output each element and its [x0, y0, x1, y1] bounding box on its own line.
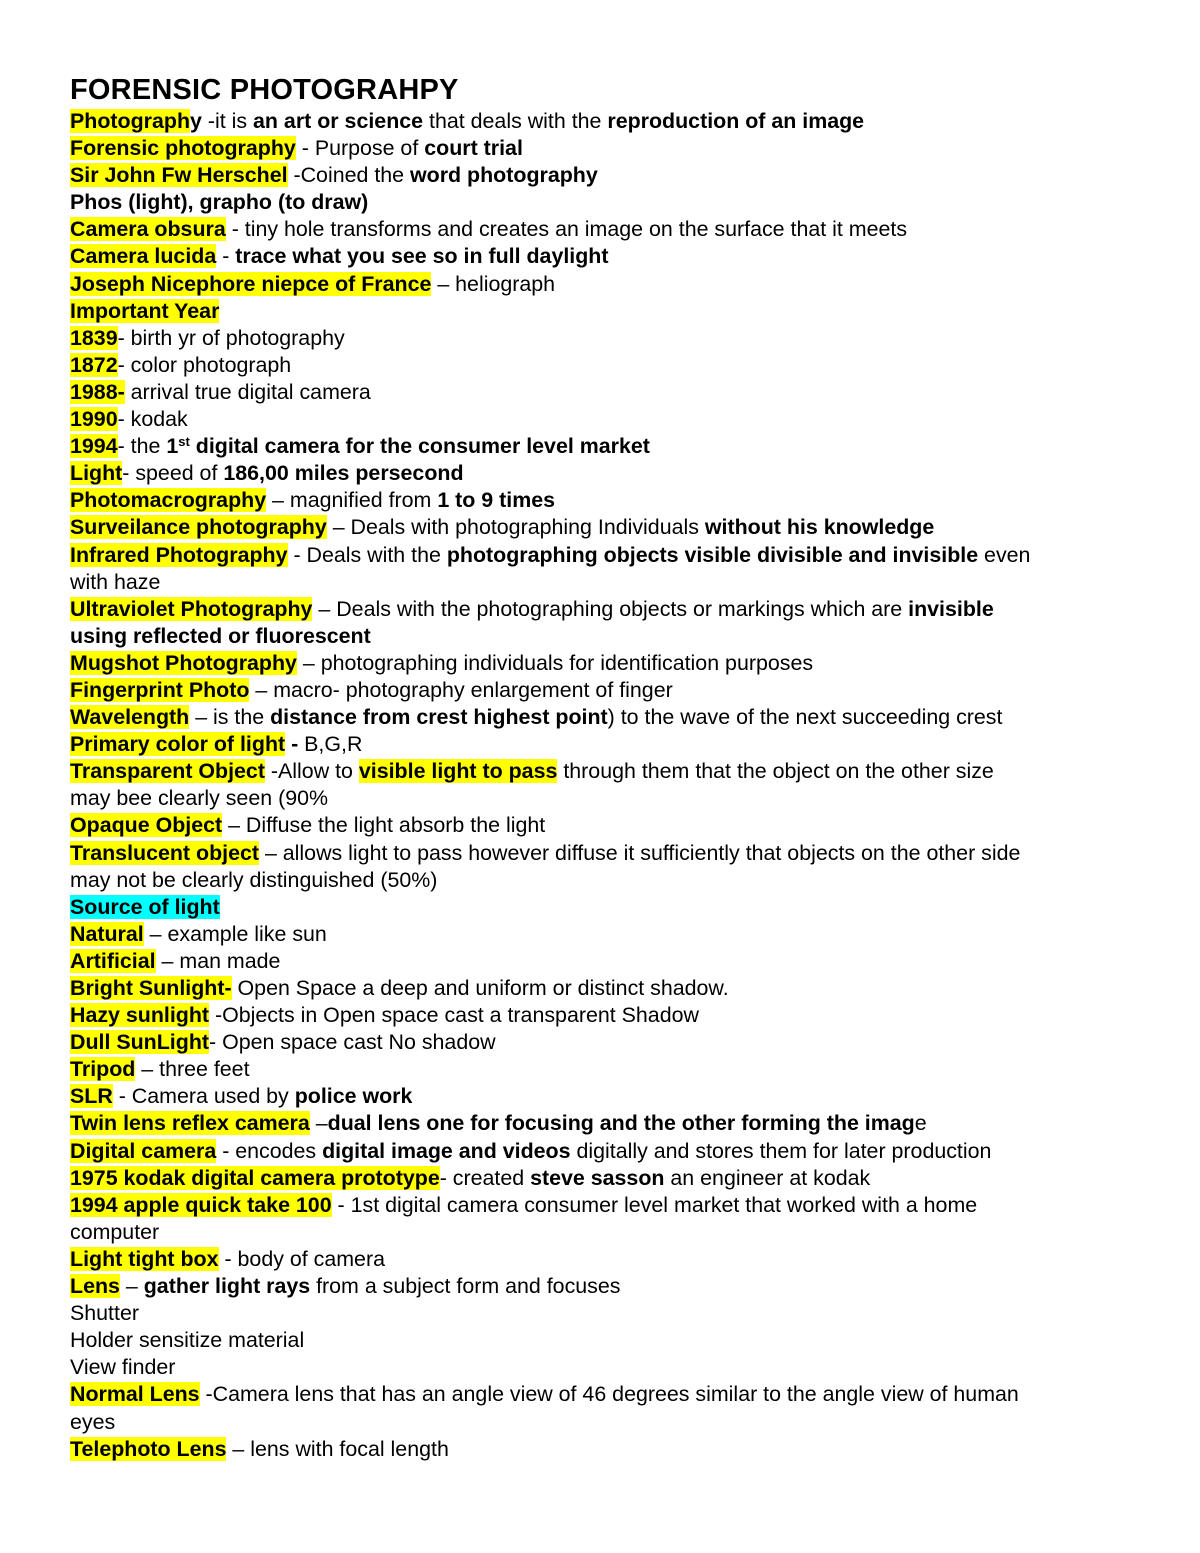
text-run: with haze: [70, 569, 161, 594]
document-line: [70, 487, 1130, 514]
text-run: – magnified from: [266, 488, 438, 513]
text-run: - the: [117, 434, 167, 459]
document-line: [70, 1354, 1130, 1381]
document-line: [70, 623, 1130, 650]
text-run: View finder: [70, 1355, 176, 1380]
highlighted-term: Photomacrography: [70, 488, 267, 513]
document-line: [70, 650, 1130, 677]
document-line: [70, 406, 1130, 433]
text-run: – macro- photography enlargement of finger: [249, 677, 673, 702]
highlighted-term: Mugshot Photography: [70, 650, 297, 675]
text-run: - kodak: [117, 407, 188, 432]
text-run: – allows light to pass however diffuse it sufficiently that objects on the other side: [259, 840, 1021, 865]
bold-text: y: [190, 109, 202, 133]
text-run: - tiny hole transforms and creates an image on the surface that it meets: [225, 217, 908, 242]
text-run: -it is: [201, 109, 254, 133]
document-line: [70, 1273, 1130, 1300]
document-line: [70, 162, 1130, 189]
highlighted-term: Forensic photography: [70, 136, 296, 161]
highlighted-term: 1839: [70, 325, 118, 350]
bold-text: using reflected or fluorescent: [70, 623, 371, 648]
highlighted-term: Natural: [70, 921, 144, 946]
bold-text: reproduction of an image: [607, 109, 865, 133]
text-run: - Purpose of: [295, 136, 425, 161]
highlighted-term: Primary color of light: [70, 732, 286, 757]
highlighted-term: Camera obsura: [70, 217, 226, 242]
text-run: digitally and stores them for later production: [570, 1138, 992, 1163]
document-line: [70, 1381, 1130, 1408]
document-line: [70, 298, 1130, 325]
text-run: – example like sun: [143, 921, 327, 946]
text-run: an engineer at kodak: [664, 1165, 871, 1190]
bold-text: Phos (light), grapho (to draw): [70, 190, 369, 215]
text-run: –: [119, 1274, 144, 1299]
document-line: [70, 189, 1130, 216]
bold-text: court trial: [424, 136, 523, 161]
text-run: e: [914, 1111, 927, 1136]
highlighted-term: Photograph: [70, 109, 191, 133]
text-run: through them that the object on the other size: [557, 759, 994, 784]
highlighted-term: Light: [70, 461, 123, 486]
document-title: FORENSIC PHOTOGRAHPY: [70, 74, 459, 106]
text-run: -Coined the: [287, 163, 411, 188]
bold-text: police work: [294, 1084, 413, 1109]
bold-text: photographing objects visible divisible and invisible: [446, 542, 979, 567]
document-line: [70, 1219, 1130, 1246]
document-line: [70, 1409, 1130, 1436]
bold-text: digital camera for the consumer level market: [189, 434, 650, 459]
document-line: [70, 352, 1130, 379]
document-line: [70, 514, 1130, 541]
document-line: [70, 812, 1130, 839]
document-line: [70, 569, 1130, 596]
text-run: – heliograph: [431, 271, 556, 296]
text-run: – lens with focal length: [226, 1436, 449, 1461]
highlighted-term: 1872: [70, 352, 118, 377]
text-run: from a subject form and focuses: [310, 1274, 621, 1299]
document-line: [70, 1083, 1130, 1110]
text-run: –: [309, 1111, 328, 1136]
text-run: arrival true digital camera: [124, 379, 371, 404]
bold-text: gather light rays: [143, 1274, 311, 1299]
text-run: - birth yr of photography: [117, 325, 345, 350]
highlighted-term: SLR: [70, 1084, 113, 1109]
text-run: – Deals with the photographing objects or markings which are: [312, 596, 909, 621]
highlighted-term: Infrared Photography: [70, 542, 288, 567]
document-line: [70, 704, 1130, 731]
bold-text: word photography: [410, 163, 598, 188]
bold-text: 186,00 miles persecond: [223, 461, 464, 486]
highlighted-term: Source of light: [70, 894, 220, 919]
document-line: [70, 894, 1130, 921]
bold-text: 1 to 9 times: [437, 488, 556, 513]
document-line: [70, 785, 1130, 812]
document-line: [70, 840, 1130, 867]
document-line: [70, 379, 1130, 406]
highlighted-term: Twin lens reflex camera: [70, 1111, 310, 1136]
highlighted-term: Telephoto Lens: [70, 1436, 227, 1461]
highlighted-term: visible light to pass: [358, 759, 558, 784]
document-line: [70, 948, 1130, 975]
text-run: - Open space cast No shadow: [209, 1030, 496, 1055]
text-run: - speed of: [122, 461, 224, 486]
document-line: [70, 243, 1130, 270]
document-line: [70, 867, 1130, 894]
document-body: [70, 108, 1130, 1463]
document-line: [70, 271, 1130, 298]
highlighted-term: Wavelength: [70, 705, 190, 730]
text-run: eyes: [70, 1409, 116, 1434]
document-line: [70, 542, 1130, 569]
text-run: - 1st digital camera consumer level market that worked with a home: [331, 1192, 978, 1217]
bold-text: dual lens one for focusing and the other forming the imag: [327, 1111, 915, 1136]
highlighted-term: Digital camera: [70, 1138, 217, 1163]
highlighted-term: Ultraviolet Photography: [70, 596, 313, 621]
highlighted-term: Light tight box: [70, 1246, 219, 1271]
text-run: – man made: [155, 948, 281, 973]
document-line: [70, 596, 1130, 623]
text-run: B,G,R: [304, 732, 363, 757]
highlighted-term: Important Year: [70, 298, 220, 323]
highlighted-term: Fingerprint Photo: [70, 677, 250, 702]
highlighted-term: Camera lucida: [70, 244, 217, 269]
highlighted-term: Lens: [70, 1274, 120, 1299]
text-run: Open Space a deep and uniform or distinct shadow.: [231, 976, 729, 1000]
document-line: [70, 1002, 1130, 1029]
document-line: [70, 921, 1130, 948]
highlighted-term: Translucent object: [70, 840, 259, 865]
bold-text: without his knowledge: [704, 515, 935, 540]
document-line: [70, 108, 1130, 135]
text-run: -Allow to: [264, 759, 359, 784]
text-run: - encodes: [216, 1138, 323, 1163]
document-line: [70, 1192, 1130, 1219]
highlighted-term: Bright Sunlight-: [70, 976, 232, 1000]
bold-text: st: [178, 434, 190, 450]
document-line: [70, 1300, 1130, 1327]
text-run: - body of camera: [218, 1246, 385, 1271]
text-run: computer: [70, 1219, 160, 1244]
bold-text: an art or science: [253, 109, 424, 133]
text-run: – photographing individuals for identification purposes: [296, 650, 814, 675]
highlighted-term: 1990: [70, 407, 118, 432]
bold-text: -: [285, 732, 305, 757]
highlighted-term: Dull SunLight: [70, 1030, 210, 1055]
text-run: even: [978, 542, 1031, 567]
highlighted-term: 1988-: [70, 379, 125, 404]
document-line: [70, 216, 1130, 243]
highlighted-term: Normal Lens: [70, 1382, 200, 1407]
highlighted-term: 1975 kodak digital camera prototype: [70, 1165, 440, 1190]
document-line: [70, 433, 1130, 460]
bold-text: distance from crest highest point: [270, 705, 608, 730]
text-run: -: [216, 244, 236, 269]
highlighted-term: Tripod: [70, 1057, 136, 1082]
text-run: – Diffuse the light absorb the light: [222, 813, 546, 838]
bold-text: 1: [166, 434, 179, 459]
text-run: - created: [439, 1165, 531, 1190]
document-line: [70, 731, 1130, 758]
document-line: [70, 460, 1130, 487]
document-line: [70, 677, 1130, 704]
text-run: - Camera used by: [112, 1084, 295, 1109]
text-run: Holder sensitize material: [70, 1328, 305, 1353]
text-run: – Deals with photographing Individuals: [326, 515, 705, 540]
highlighted-term: 1994: [70, 434, 118, 459]
text-run: Shutter: [70, 1301, 139, 1326]
highlighted-term: Opaque Object: [70, 813, 223, 838]
text-run: – three feet: [135, 1057, 250, 1082]
document-line: [70, 1029, 1130, 1056]
highlighted-term: 1994 apple quick take 100: [70, 1192, 332, 1217]
document-line: [70, 1138, 1130, 1165]
document-line: [70, 1436, 1130, 1463]
bold-text: invisible: [908, 596, 994, 621]
text-run: ) to the wave of the next succeeding crest: [607, 705, 1003, 730]
highlighted-term: Surveilance photography: [70, 515, 327, 540]
highlighted-term: Sir John Fw Herschel: [70, 163, 288, 188]
highlighted-term: Hazy sunlight: [70, 1003, 210, 1028]
bold-text: trace what you see so in full daylight: [235, 244, 609, 269]
text-run: – is the: [189, 705, 271, 730]
text-run: that deals with the: [423, 109, 608, 133]
text-run: -Camera lens that has an angle view of 46 degrees similar to the angle view of human: [199, 1382, 1019, 1407]
bold-text: digital image and videos: [322, 1138, 571, 1163]
bold-text: steve sasson: [530, 1165, 665, 1190]
document-line: [70, 975, 1130, 1002]
highlighted-term: Joseph Nicephore niepce of France: [70, 271, 432, 296]
document-line: [70, 135, 1130, 162]
highlighted-term: Artificial: [70, 948, 156, 973]
text-run: -Objects in Open space cast a transparent Shadow: [209, 1003, 699, 1028]
document-line: [70, 1056, 1130, 1083]
document-line: [70, 1327, 1130, 1354]
text-run: may not be clearly distinguished (50%): [70, 867, 438, 892]
highlighted-term: Transparent Object: [70, 759, 265, 784]
document-line: [70, 1110, 1130, 1137]
document-line: [70, 325, 1130, 352]
document-line: [70, 758, 1130, 785]
document-line: [70, 1246, 1130, 1273]
text-run: - color photograph: [117, 352, 292, 377]
text-run: may bee clearly seen (90%: [70, 786, 329, 811]
text-run: - Deals with the: [287, 542, 447, 567]
document-line: [70, 1165, 1130, 1192]
